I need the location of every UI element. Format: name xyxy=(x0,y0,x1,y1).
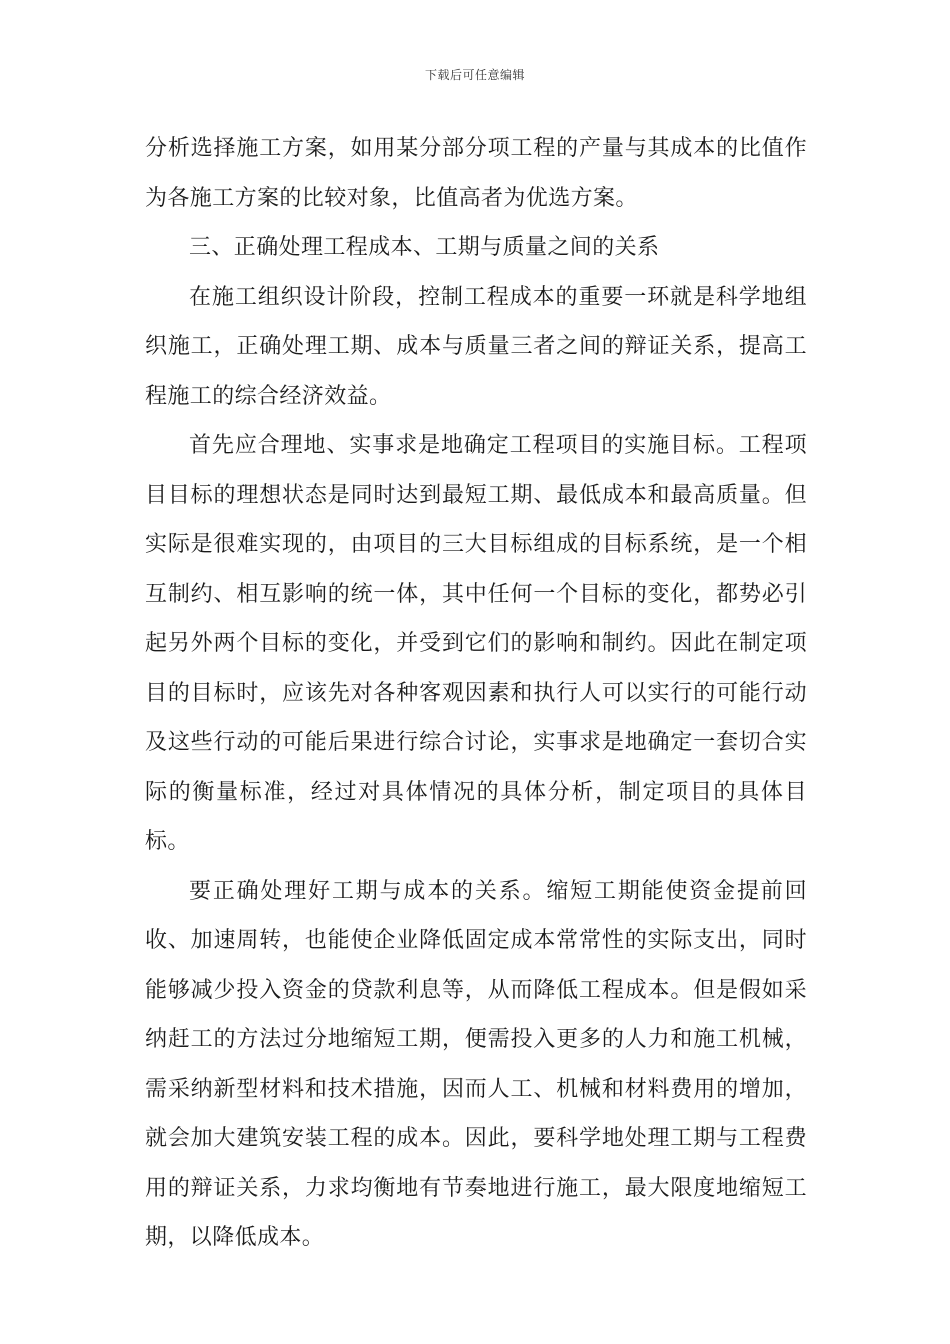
paragraph: 在施工组织设计阶段，控制工程成本的重要一环就是科学地组织施工，正确处理工期、成本与质量三者之间的辩证关系，提高工程施工的综合经济效益。 xyxy=(145,284,807,409)
paragraph-continuation: 分析选择施工方案，如用某分部分项工程的产量与其成本的比值作为各施工方案的比较对象，比值高者为优选方案。 xyxy=(145,136,807,211)
paragraph: 首先应合理地、实事求是地确定工程项目的实施目标。工程项目目标的理想状态是同时达到最短工期、最低成本和最高质量。但实际是很难实现的，由项目的三大目标组成的目标系统，是一个相互制约、相互影响的统一体，其中任何一个目标的变化，都势必引起另外两个目标的变化，并受到它们的影响和制约。因此在制定项目的目标时，应该先对各种客观因素和执行人可以实行的可能行动及这些行动的可能后果进行综合讨论，实事求是地确定一套切合实际的衡量标准，经过对具体情况的具体分析，制定项目的具体目标。 xyxy=(145,433,807,854)
page-header: 下载后可任意编辑 xyxy=(424,68,525,82)
document-body xyxy=(145,124,807,1263)
section-heading: 三、正确处理工程成本、工期与质量之间的关系 xyxy=(189,235,660,260)
paragraph: 要正确处理好工期与成本的关系。缩短工期能使资金提前回收、加速周转，也能使企业降低固定成本常常性的实际支出，同时能够减少投入资金的贷款利息等，从而降低工程成本。但是假如采纳赶工的方法过分地缩短工期，便需投入更多的人力和施工机械，需采纳新型材料和技术措施，因而人工、机械和材料费用的增加，就会加大建筑安装工程的成本。因此，要科学地处理工期与工程费用的辩证关系，力求均衡地有节奏地进行施工，最大限度地缩短工期，以降低成本。 xyxy=(145,878,807,1250)
